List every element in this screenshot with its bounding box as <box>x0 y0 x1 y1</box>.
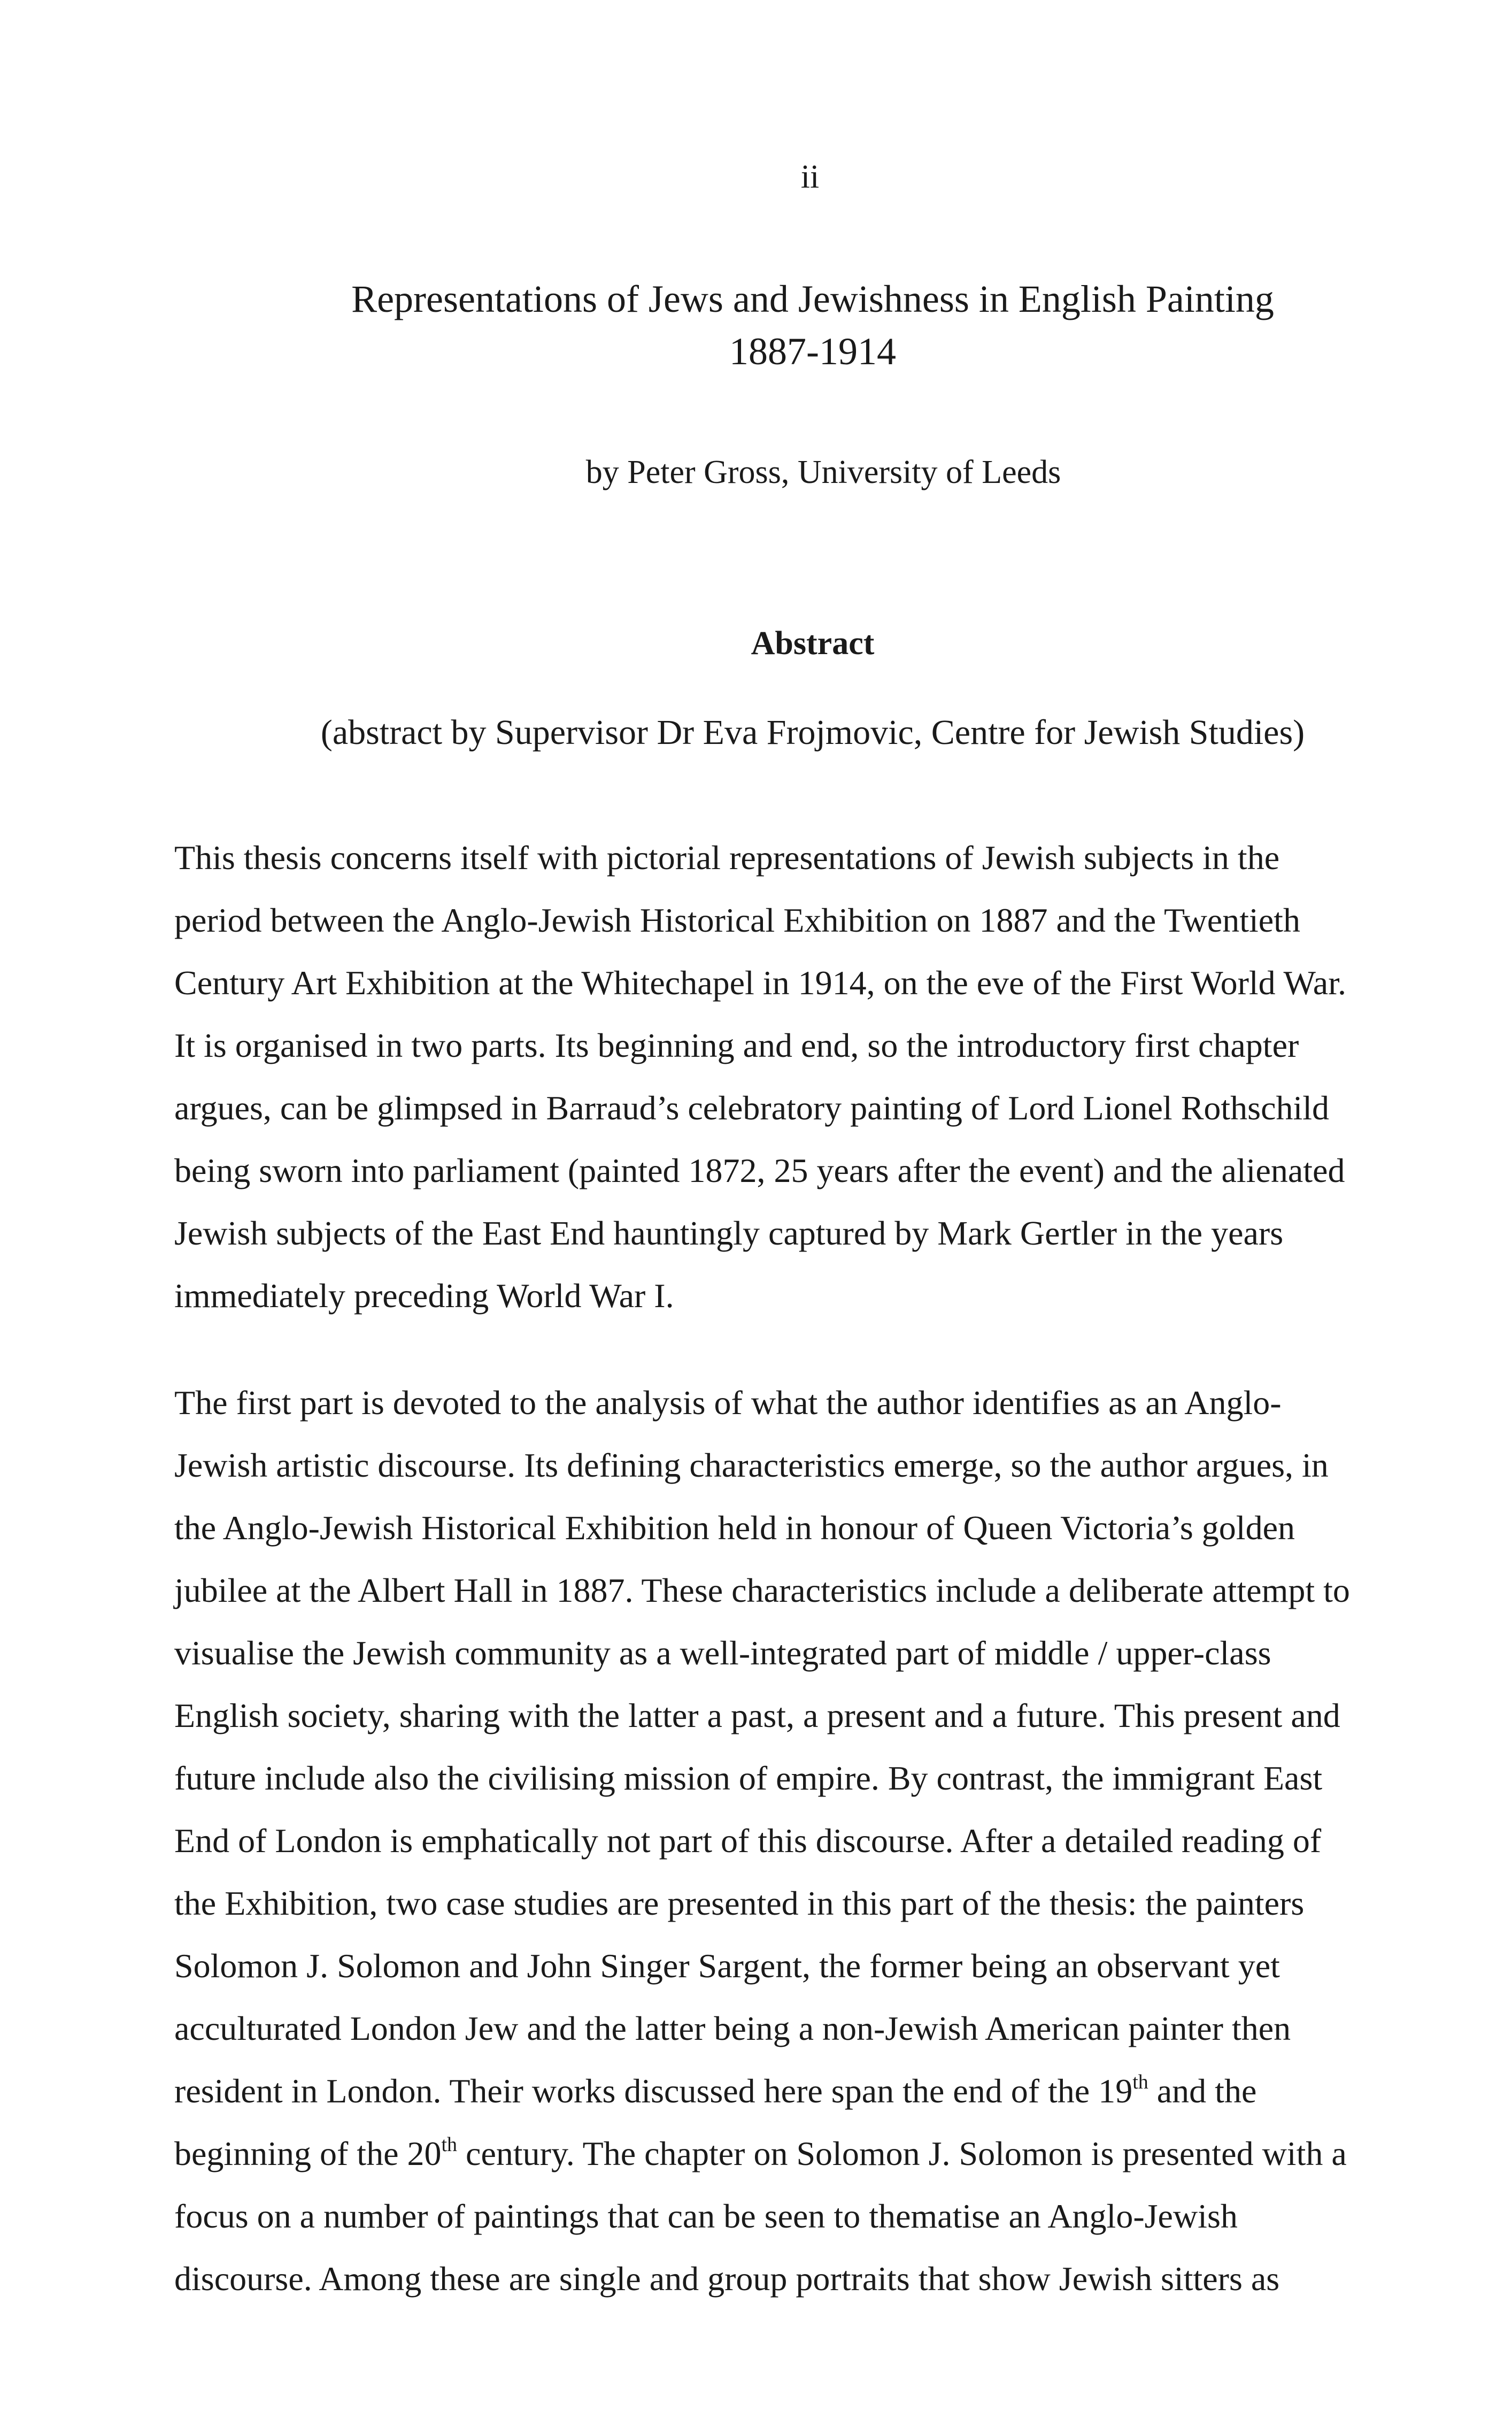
text-segment: resident in London. Their works discussed here span the end of the 19 <box>174 2072 1133 2110</box>
text-line: jubilee at the Albert Hall in 1887. These characteristics include a deliberate attempt to <box>174 1571 1350 1609</box>
text-line: immediately preceding World War I. <box>174 1277 674 1315</box>
text-line: discourse. Among these are single and group portraits that show Jewish sitters as <box>174 2260 1280 2298</box>
text-line: Solomon J. Solomon and John Singer Sargent, the former being an observant yet <box>174 1947 1280 1985</box>
text-line: English society, sharing with the latter a past, a present and a future. This present and <box>174 1696 1340 1734</box>
text-line: future include also the civilising mission of empire. By contrast, the immigrant East <box>174 1759 1323 1797</box>
text-line: period between the Anglo-Jewish Historical Exhibition on 1887 and the Twentieth <box>174 901 1300 939</box>
text-line: the Exhibition, two case studies are presented in this part of the thesis: the painters <box>174 1884 1305 1922</box>
page-number: ii <box>800 159 820 195</box>
text-segment: beginning of the 20 <box>174 2134 442 2172</box>
author-byline: by Peter Gross, University of Leeds <box>585 454 1061 490</box>
text-line: Jewish subjects of the East End hauntingly captured by Mark Gertler in the years <box>174 1214 1284 1252</box>
text-line: acculturated London Jew and the latter being a non-Jewish American painter then <box>174 2009 1291 2047</box>
text-line: the Anglo-Jewish Historical Exhibition held in honour of Queen Victoria’s golden <box>174 1509 1295 1547</box>
text-line: being sworn into parliament (painted 1872, 25 years after the event) and the alienated <box>174 1151 1345 1189</box>
thesis-title-line-1: Representations of Jews and Jewishness in English Painting <box>351 278 1274 320</box>
abstract-note: (abstract by Supervisor Dr Eva Frojmovic, Centre for Jewish Studies) <box>320 713 1305 752</box>
text-line: End of London is emphatically not part of this discourse. After a detailed reading of <box>174 1822 1322 1860</box>
text-line: The first part is devoted to the analysis of what the author identifies as an Anglo- <box>174 1384 1282 1422</box>
text-segment: and the <box>1148 2072 1257 2110</box>
text-line <box>174 2122 1474 2185</box>
thesis-title <box>0 273 1512 378</box>
abstract-paragraph-1 <box>174 826 1474 1327</box>
abstract-heading: Abstract <box>751 625 875 662</box>
abstract-paragraph-2 <box>174 1371 1474 2310</box>
superscript-ordinal: th <box>1132 2071 1148 2093</box>
text-line: visualise the Jewish community as a well-integrated part of middle / upper-class <box>174 1634 1271 1672</box>
text-line: Jewish artistic discourse. Its defining characteristics emerge, so the author argues, in <box>174 1446 1329 1484</box>
text-segment: century. The chapter on Solomon J. Solomon is presented with a <box>457 2134 1347 2172</box>
text-line: argues, can be glimpsed in Barraud’s celebratory painting of Lord Lionel Rothschild <box>174 1089 1330 1127</box>
text-line: This thesis concerns itself with pictorial representations of Jewish subjects in the <box>174 839 1280 877</box>
text-line: Century Art Exhibition at the Whitechapel in 1914, on the eve of the First World War. <box>174 964 1346 1002</box>
thesis-title-line-2: 1887-1914 <box>729 330 896 373</box>
superscript-ordinal: th <box>441 2133 458 2156</box>
text-line: focus on a number of paintings that can be seen to thematise an Anglo-Jewish <box>174 2197 1238 2235</box>
text-line <box>174 2060 1474 2122</box>
text-line: It is organised in two parts. Its beginning and end, so the introductory first chapter <box>174 1026 1299 1064</box>
